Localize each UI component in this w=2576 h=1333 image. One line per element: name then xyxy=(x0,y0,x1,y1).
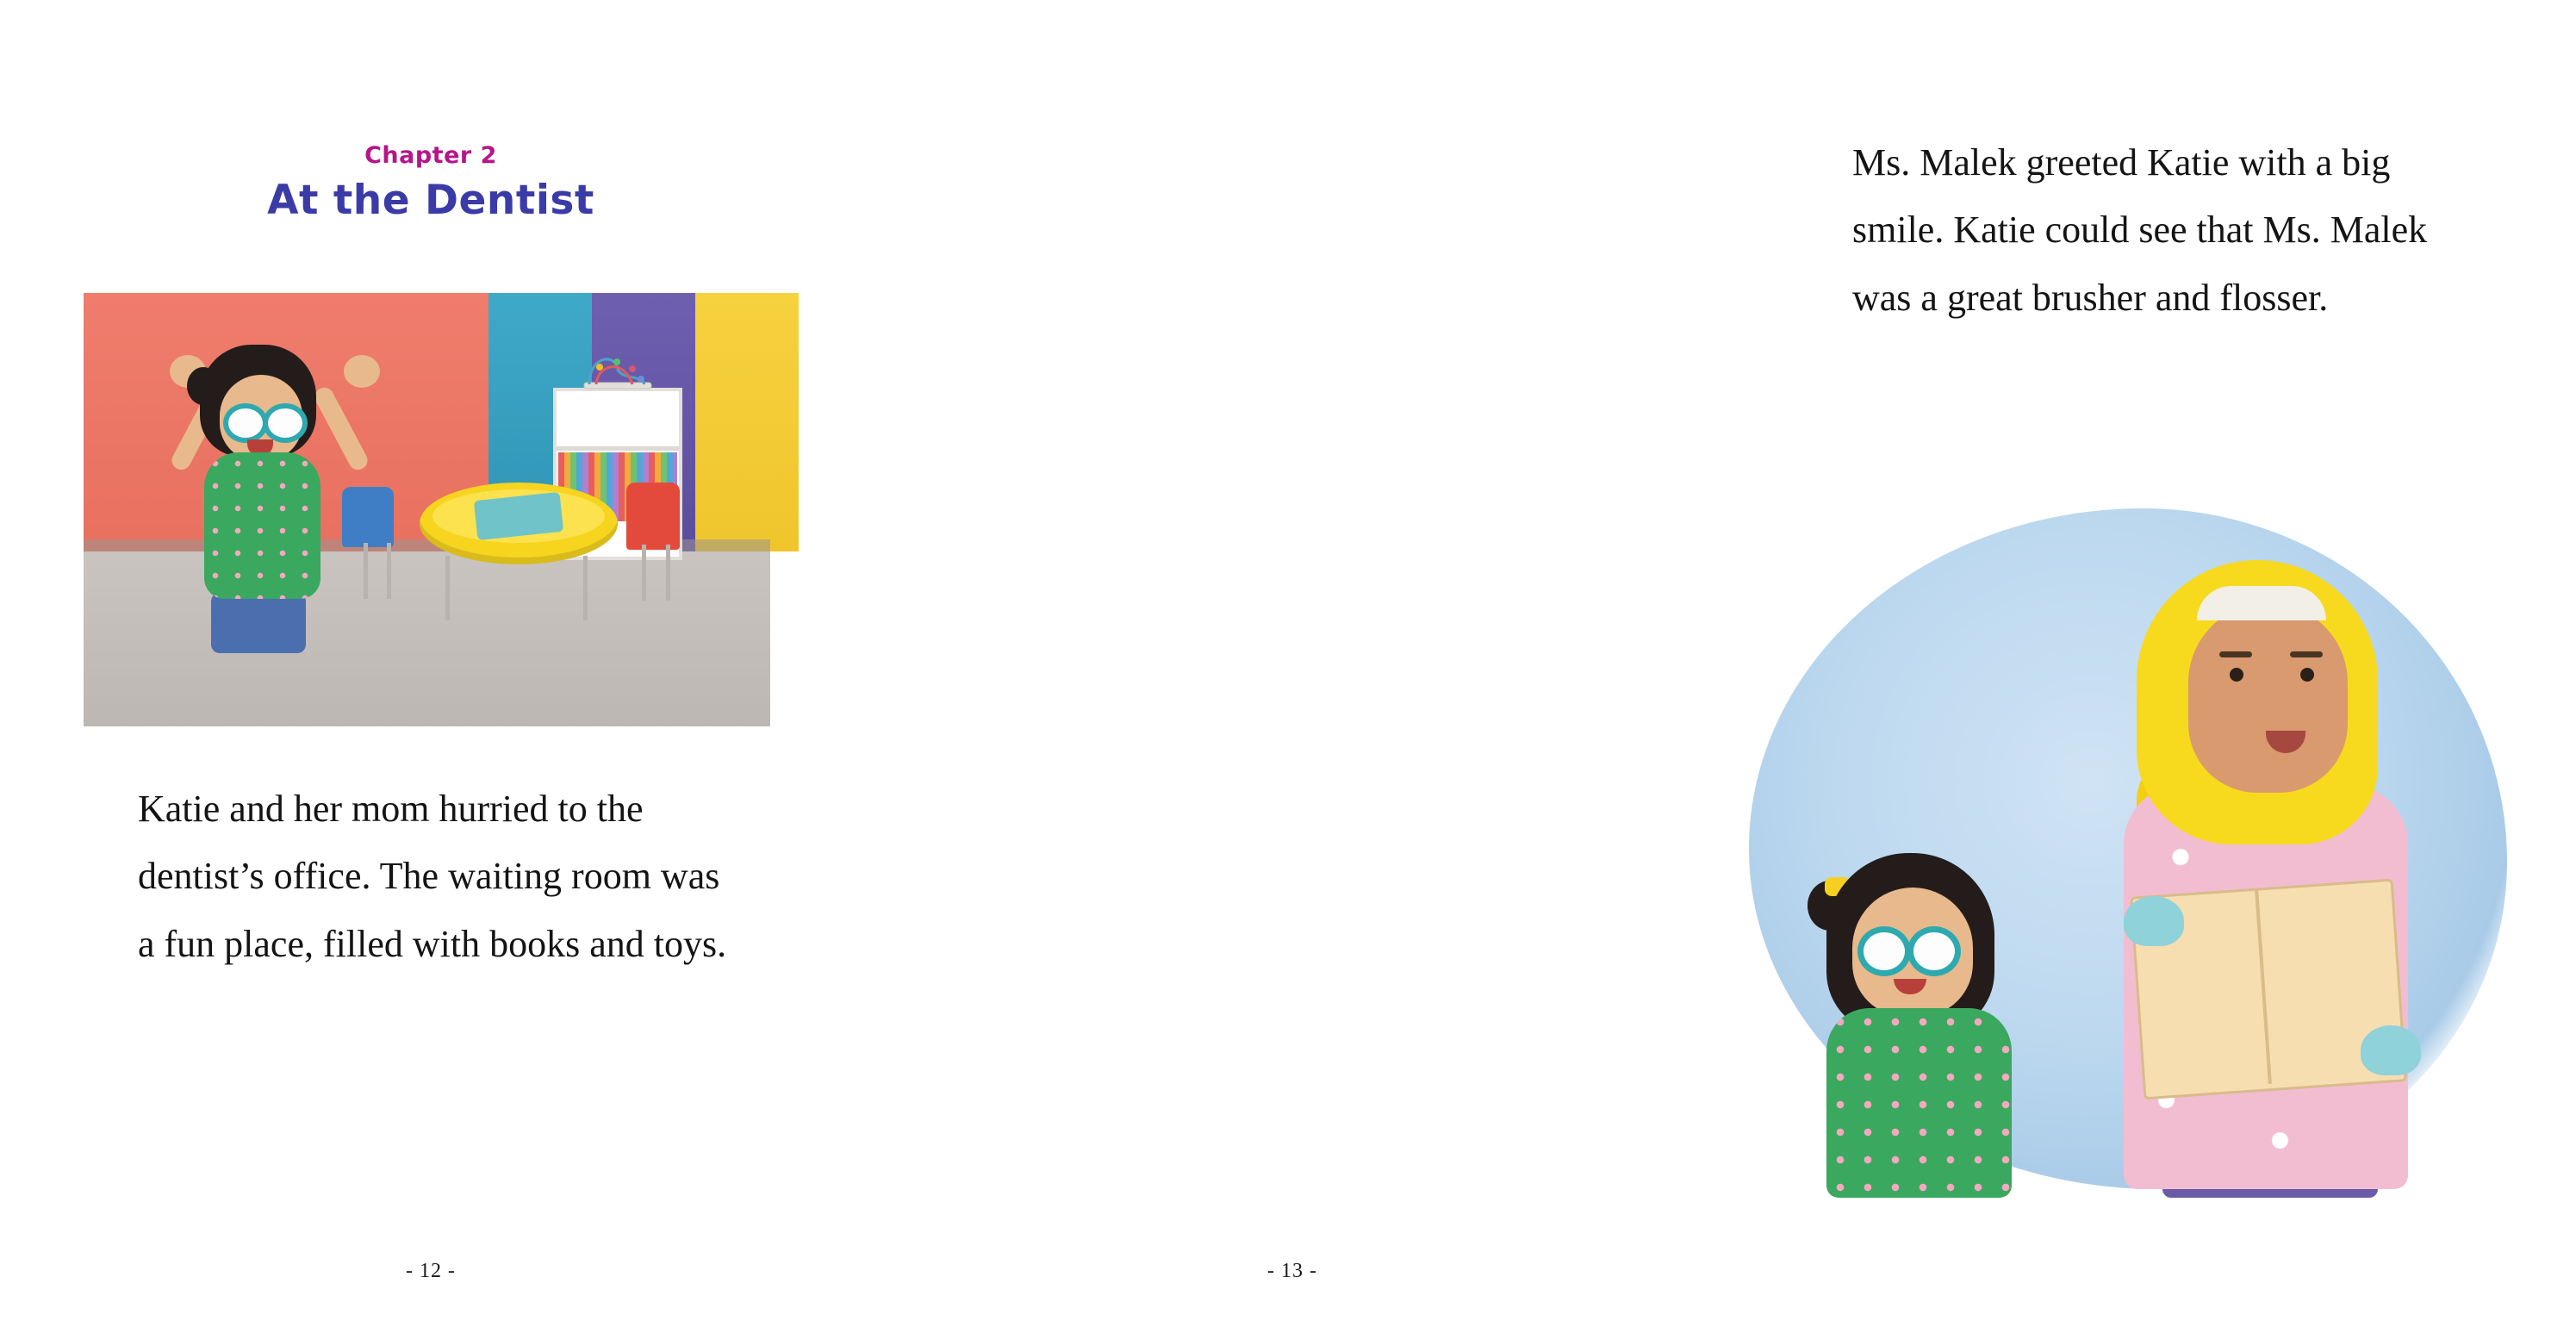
girl-dress-dots xyxy=(204,452,320,599)
chair-leg xyxy=(642,545,646,601)
glove-left xyxy=(2124,896,2184,946)
wall-yellow xyxy=(695,293,799,551)
girl-glasses-right xyxy=(263,403,308,443)
table-leg xyxy=(583,556,588,620)
table-leg xyxy=(445,556,450,620)
chair-leg xyxy=(364,543,368,599)
page-number-left: - 12 - xyxy=(406,1260,456,1282)
katie-glasses-right xyxy=(1907,926,1961,976)
bookshelf-divider xyxy=(557,446,679,451)
right-paragraph: Ms. Malek greeted Katie with a big smile. Katie could see that Ms. Malek was a great brusher and flosser. xyxy=(1852,141,2428,319)
left-paragraph: Katie and her mom hurried to the dentist’s office. The waiting room was a fun place, filled with books and toys. xyxy=(138,788,727,965)
hygienist-brow-right xyxy=(2290,651,2323,657)
katie-glasses-left xyxy=(1857,926,1911,976)
right-page xyxy=(862,0,2428,1333)
chair-leg xyxy=(387,543,391,599)
waiting-room-illustration xyxy=(84,293,770,726)
girl-jeans xyxy=(211,593,306,653)
page-number-right: - 13 - xyxy=(1267,1260,1317,1282)
right-body-text xyxy=(1852,129,2455,332)
girl-hand-right xyxy=(344,355,380,388)
hygienist-eye-right xyxy=(2300,668,2314,682)
bead-maze-toy xyxy=(579,348,656,389)
left-page xyxy=(0,0,862,1333)
hijab-headband xyxy=(2197,586,2326,620)
hygienist-eye-left xyxy=(2230,668,2243,682)
left-body-text xyxy=(138,776,741,978)
hygienist-face xyxy=(2188,603,2348,793)
hygienist-brow-left xyxy=(2219,651,2252,657)
katie-dress-dots xyxy=(1826,1008,2012,1198)
girl-glasses-left xyxy=(223,403,268,443)
chapter-title: At the Dentist xyxy=(267,177,594,224)
glove-right xyxy=(2361,1025,2421,1075)
chair-red xyxy=(626,483,680,550)
chair-leg xyxy=(666,545,670,601)
chapter-label: Chapter 2 xyxy=(364,142,497,169)
hygienist-illustration xyxy=(1732,491,2576,1198)
chair-blue xyxy=(342,487,394,547)
